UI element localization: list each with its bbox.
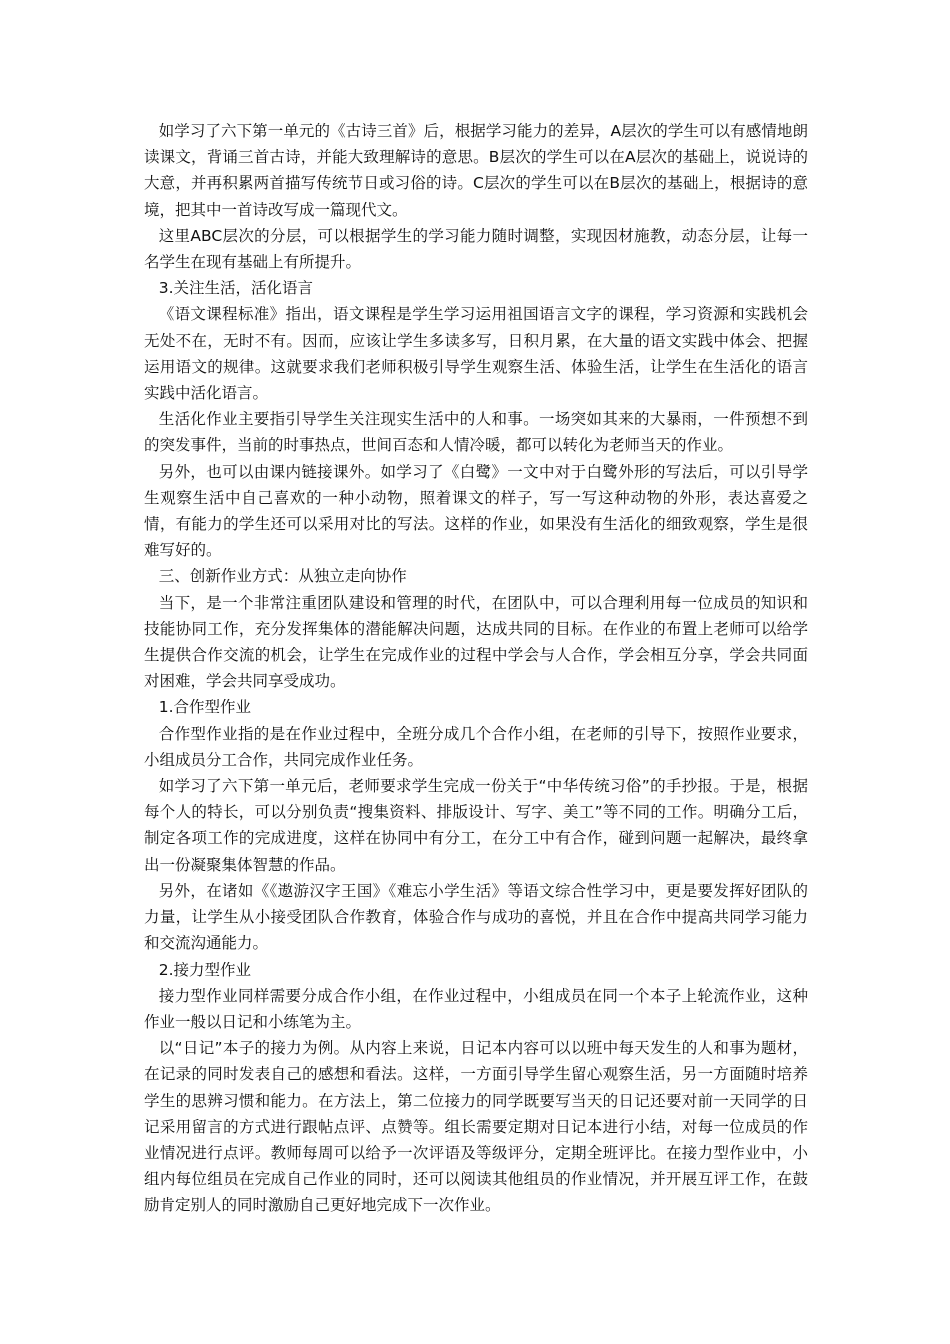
paragraph-life-homework: 生活化作业主要指引导学生关注现实生活中的人和事。一场突如其来的大暴雨，一件预想不到的突发事件，当前的时事热点，世间百态和人情冷暖，都可以转化为老师当天的作业。 bbox=[144, 410, 808, 455]
paragraph-cooperative-definition: 合作型作业指的是在作业过程中，全班分成几个合作小组，在老师的引导下，按照作业要求，小组成员分工合作，共同完成作业任务。 bbox=[144, 724, 808, 769]
heading-focus-on-life: 3.关注生活，活化语言 bbox=[158, 279, 314, 298]
paragraph-abc-dynamic: 这里ABC层次的分层，可以根据学生的学习能力随时调整，实现因材施教，动态分层，让每一名学生在现有基础上有所提升。 bbox=[144, 226, 808, 272]
paragraph-comprehensive-learning: 另外，在诸如《《遨游汉字王国》《难忘小学生活》等语文综合性学习中，更是要发挥好团队的力量，让学生从小接受团队合作教育，体验合作与成功的喜悦，并且在合作中提高共同学习能力和交流沟通能力。 bbox=[144, 881, 808, 953]
paragraph-team-era: 当下，是一个非常注重团队建设和管理的时代，在团队中，可以合理利用每一位成员的知识和技能协同工作，充分发挥集体的潜能解决问题，达成共同的目标。在作业的布置上老师可以给学生提供合作交流的机会，让学生在完成作业的过程中学会与人合作，学会相互分享，学会共同面对困难，学会共同享受成功。 bbox=[144, 593, 808, 691]
heading-cooperative-homework: 1.合作型作业 bbox=[158, 698, 252, 717]
paragraph-diary-relay: 以“日记”本子的接力为例。从内容上来说，日记本内容可以以班中每天发生的人和事为题材，在记录的同时发表自己的感想和看法。这样，一方面引导学生留心观察生活，另一方面随时培养学生的思辨习惯和能力。在方法上，第二位接力的同学既要写当天的日记还要对前一天同学的日记采用留言的方式进行跟帖点评、点赞等。组长需要定期对日记本进行小结，对每一位成员的作业情况进行点评。教师每周可以给予一次评语及等级评分，定期全班评比。在接力型作业中，小组内每位组员在完成自己作业的同时，还可以阅读其他组员的作业情况，并开展互评工作，在鼓励肯定别人的同时激励自己更好地完成下一次作业。 bbox=[144, 1039, 808, 1215]
paragraph-abc-levels-example: 如学习了六下第一单元的《古诗三首》后，根据学习能力的差异，A层次的学生可以有感情地朗读课文，背诵三首古诗，并能大致理解诗的意思。B层次的学生可以在A层次的基础上，说说诗的大意，并再积累两首描写传统节日或习俗的诗。C层次的学生可以在B层次的基础上，根据诗的意境，把其中一首诗改写成一篇现代文。 bbox=[144, 122, 808, 219]
paragraph-relay-definition: 接力型作业同样需要分成合作小组，在作业过程中，小组成员在同一个本子上轮流作业，这种作业一般以日记和小练笔为主。 bbox=[144, 986, 808, 1031]
paragraph-curriculum-standard: 《语文课程标准》指出，语文课程是学生学习运用祖国语言文字的课程，学习资源和实践机会无处不在，无时不有。因而，应该让学生多读多写，日积月累，在大量的语文实践中体会、把握运用语文的规律。这就要求我们老师积极引导学生观察生活、体验生活，让学生在生活化的语言实践中活化语言。 bbox=[144, 305, 808, 403]
paragraph-egret-example: 另外，也可以由课内链接课外。如学习了《白鹭》一文中对于白鹭外形的写法后，可以引导学生观察生活中自己喜欢的一种小动物，照着课文的样子，写一写这种动物的外形，表达喜爱之情，有能力的学生还可以采用对比的写法。这样的作业，如果没有生活化的细致观察，学生是很难写好的。 bbox=[144, 462, 808, 560]
heading-relay-homework: 2.接力型作业 bbox=[158, 960, 252, 979]
paragraph-handwritten-newspaper: 如学习了六下第一单元后，老师要求学生完成一份关于“中华传统习俗”的手抄报。于是，根据每个人的特长，可以分别负责“搜集资料、排版设计、写字、美工”等不同的工作。明确分工后，制定各项工作的完成进度，这样在协同中有分工，在分工中有合作，碰到问题一起解决，最终拿出一份凝聚集体智慧的作品。 bbox=[144, 777, 808, 874]
document-body bbox=[144, 118, 808, 1219]
heading-innovate-homework: 三、创新作业方式：从独立走向协作 bbox=[158, 567, 407, 586]
